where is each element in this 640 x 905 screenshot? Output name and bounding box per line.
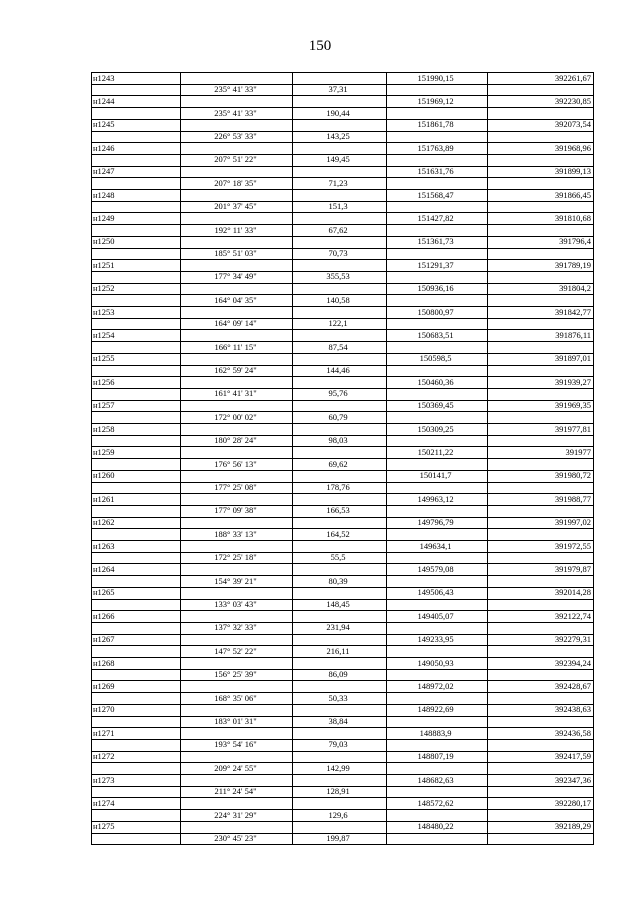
coord-x-cell: 148972,02 [417,680,454,691]
distance-cell: 231,94 [326,622,350,633]
coord-y-cell: 391969,35 [554,400,591,411]
direction-angle-cell: 137° 32' 33" [214,622,257,633]
distance-cell: 69,62 [328,458,348,469]
coord-y-cell: 391796,4 [559,236,591,247]
distance-cell: 86,09 [328,669,348,680]
coord-x-cell: 149579,08 [417,563,454,574]
coord-y-cell: 392394,24 [554,657,591,668]
point-id-cell: н1262 [93,517,115,528]
point-id-cell: н1259 [93,446,115,457]
coord-y-cell: 391939,27 [554,376,591,387]
point-id-cell: н1252 [93,283,115,294]
coord-y-cell: 391979,87 [554,563,591,574]
direction-angle-cell: 211° 24' 54" [214,786,257,797]
direction-angle-cell: 207° 18' 35" [214,177,257,188]
point-id-cell: н1248 [93,189,115,200]
coord-y-cell: 392014,28 [554,587,591,598]
direction-angle-cell: 156° 25' 39" [214,669,257,680]
direction-angle-cell: 207° 51' 22" [214,154,257,165]
direction-angle-cell: 177° 34' 49" [214,271,257,282]
coord-y-cell: 392189,29 [554,821,591,832]
coord-x-cell: 148883,9 [419,727,452,738]
point-id-cell: н1268 [93,657,115,668]
page-number: 150 [308,38,332,54]
coord-x-cell: 150936,16 [417,283,454,294]
direction-angle-cell: 168° 35' 06" [214,692,257,703]
distance-cell: 140,58 [326,294,350,305]
coord-x-cell: 151631,76 [417,166,454,177]
point-id-cell: н1250 [93,236,115,247]
direction-angle-cell: 230° 45' 23" [214,833,257,843]
distance-cell: 55,5 [330,552,346,563]
distance-cell: 79,03 [328,739,348,750]
coord-x-cell: 150460,36 [417,376,454,387]
point-id-cell: н1274 [93,797,115,808]
coord-y-cell: 391997,02 [554,517,591,528]
direction-angle-cell: 166° 11' 15" [214,341,257,352]
distance-cell: 151,3 [328,201,348,212]
point-id-cell: н1256 [93,376,115,387]
distance-cell: 142,99 [326,762,350,773]
coord-y-cell: 392417,59 [554,751,591,762]
direction-angle-cell: 235° 41' 33" [214,107,257,118]
point-id-cell: н1272 [93,751,115,762]
distance-cell: 87,54 [328,341,348,352]
direction-angle-cell: 201° 37' 45" [214,201,257,212]
coord-x-cell: 151990,15 [417,72,454,83]
coord-y-cell: 392261,67 [554,72,591,83]
coord-x-cell: 148807,19 [417,751,454,762]
distance-cell: 122,1 [328,318,348,329]
coord-y-cell: 391897,01 [554,353,591,364]
coord-y-cell: 392279,31 [554,634,591,645]
coord-y-cell: 392436,58 [554,727,591,738]
distance-cell: 128,91 [326,786,350,797]
coord-y-cell: 392428,67 [554,680,591,691]
direction-angle-cell: 177° 25' 08" [214,482,257,492]
coord-y-cell: 391968,96 [554,142,591,153]
coord-x-cell: 149405,07 [417,610,454,621]
point-id-cell: н1260 [93,470,115,481]
point-id-cell: н1253 [93,306,115,317]
distance-cell: 148,45 [326,599,350,609]
distance-cell: 199,87 [326,833,350,843]
coord-x-cell: 150598,5 [419,353,452,364]
coord-y-cell: 391980,72 [554,470,591,481]
direction-angle-cell: 177° 09' 38" [214,505,257,516]
distance-cell: 129,6 [328,809,348,820]
coord-y-cell: 391972,55 [554,540,591,551]
coord-x-cell: 150211,22 [417,446,454,457]
direction-angle-cell: 183° 01' 31" [214,716,257,726]
distance-cell: 37,31 [328,84,348,95]
distance-cell: 216,11 [326,645,350,656]
distance-cell: 71,23 [328,177,348,188]
coord-y-cell: 391988,77 [554,493,591,504]
coord-y-cell: 391977,81 [554,423,591,434]
direction-angle-cell: 193° 54' 16" [214,739,257,750]
coord-y-cell: 392280,17 [554,797,591,808]
coord-x-cell: 150800,97 [417,306,454,317]
point-id-cell: н1271 [93,727,115,738]
coord-y-cell: 391977 [565,446,591,457]
direction-angle-cell: 162° 59' 24" [214,365,257,375]
direction-angle-cell: 147° 52' 22" [214,645,257,656]
direction-angle-cell: 226° 53' 33" [214,131,257,141]
direction-angle-cell: 172° 00' 02" [214,411,257,422]
distance-cell: 60,79 [328,411,348,422]
distance-cell: 190,44 [326,107,350,118]
coord-x-cell: 151969,12 [417,95,454,106]
coord-x-cell: 151568,47 [417,189,454,200]
point-id-cell: н1245 [93,119,115,130]
point-id-cell: н1275 [93,821,115,832]
direction-angle-cell: 133° 03' 43" [214,599,257,609]
distance-cell: 50,33 [328,692,348,703]
point-id-cell: н1247 [93,166,115,177]
point-id-cell: н1266 [93,610,115,621]
coord-x-cell: 149963,12 [417,493,454,504]
coord-x-cell: 149634,1 [419,540,452,551]
coord-x-cell: 148922,69 [417,704,454,715]
point-id-cell: н1263 [93,540,115,551]
direction-angle-cell: 188° 33' 13" [214,528,257,539]
table-row-rule [91,844,594,845]
direction-angle-cell: 185° 51' 03" [214,248,257,258]
point-id-cell: н1261 [93,493,115,504]
coord-x-cell: 150309,25 [417,423,454,434]
direction-angle-cell: 209° 24' 55" [214,762,257,773]
coord-y-cell: 392073,54 [554,119,591,130]
distance-cell: 149,45 [326,154,350,165]
point-id-cell: н1258 [93,423,115,434]
direction-angle-cell: 192° 11' 33" [214,224,257,235]
distance-cell: 98,03 [328,435,348,446]
coord-x-cell: 151861,78 [417,119,454,130]
point-id-cell: н1269 [93,680,115,691]
coord-y-cell: 391804,2 [559,283,591,294]
coord-y-cell: 391876,11 [555,329,591,340]
coord-y-cell: 392122,74 [554,610,591,621]
direction-angle-cell: 164° 09' 14" [214,318,257,329]
coord-x-cell: 148480,22 [417,821,454,832]
distance-cell: 38,84 [328,716,348,726]
coord-x-cell: 151291,37 [417,259,454,270]
point-id-cell: н1251 [93,259,115,270]
coord-x-cell: 151427,82 [417,212,454,223]
point-id-cell: н1255 [93,353,115,364]
coord-x-cell: 149506,43 [417,587,454,598]
coord-x-cell: 151763,89 [417,142,454,153]
point-id-cell: н1257 [93,400,115,411]
coord-y-cell: 392230,85 [554,95,591,106]
distance-cell: 355,53 [326,271,350,282]
coord-y-cell: 391899,13 [554,166,591,177]
direction-angle-cell: 176° 56' 13" [214,458,257,469]
coord-y-cell: 392438,63 [554,704,591,715]
coord-x-cell: 149233,95 [417,634,454,645]
distance-cell: 143,25 [326,131,350,141]
distance-cell: 95,76 [328,388,348,399]
distance-cell: 166,53 [326,505,350,516]
direction-angle-cell: 161° 41' 31" [214,388,257,399]
point-id-cell: н1254 [93,329,115,340]
distance-cell: 67,62 [328,224,348,235]
distance-cell: 80,39 [328,575,348,586]
coord-x-cell: 150141,7 [419,470,452,481]
coord-x-cell: 148572,62 [417,797,454,808]
point-id-cell: н1249 [93,212,115,223]
direction-angle-cell: 154° 39' 21" [214,575,257,586]
coord-x-cell: 151361,73 [417,236,454,247]
direction-angle-cell: 224° 31' 29" [214,809,257,820]
coordinates-table [91,72,594,845]
point-id-cell: н1270 [93,704,115,715]
coord-y-cell: 392347,36 [554,774,591,785]
direction-angle-cell: 235° 41' 33" [214,84,257,95]
coord-y-cell: 391789,19 [554,259,591,270]
distance-cell: 144,46 [326,365,350,375]
coord-x-cell: 150369,45 [417,400,454,411]
direction-angle-cell: 172° 25' 18" [214,552,257,563]
distance-cell: 164,52 [326,528,350,539]
coord-x-cell: 149050,93 [417,657,454,668]
point-id-cell: н1244 [93,95,115,106]
point-id-cell: н1243 [93,72,115,83]
coord-y-cell: 391810,68 [554,212,591,223]
coord-x-cell: 148682,63 [417,774,454,785]
coord-x-cell: 150683,51 [417,329,454,340]
point-id-cell: н1267 [93,634,115,645]
distance-cell: 178,76 [326,482,350,492]
coord-y-cell: 391842,77 [554,306,591,317]
point-id-cell: н1264 [93,563,115,574]
point-id-cell: н1265 [93,587,115,598]
direction-angle-cell: 180° 28' 24" [214,435,257,446]
direction-angle-cell: 164° 04' 35" [214,294,257,305]
point-id-cell: н1246 [93,142,115,153]
coord-y-cell: 391866,45 [554,189,591,200]
distance-cell: 70,73 [328,248,348,258]
coord-x-cell: 149796,79 [417,517,454,528]
point-id-cell: н1273 [93,774,115,785]
